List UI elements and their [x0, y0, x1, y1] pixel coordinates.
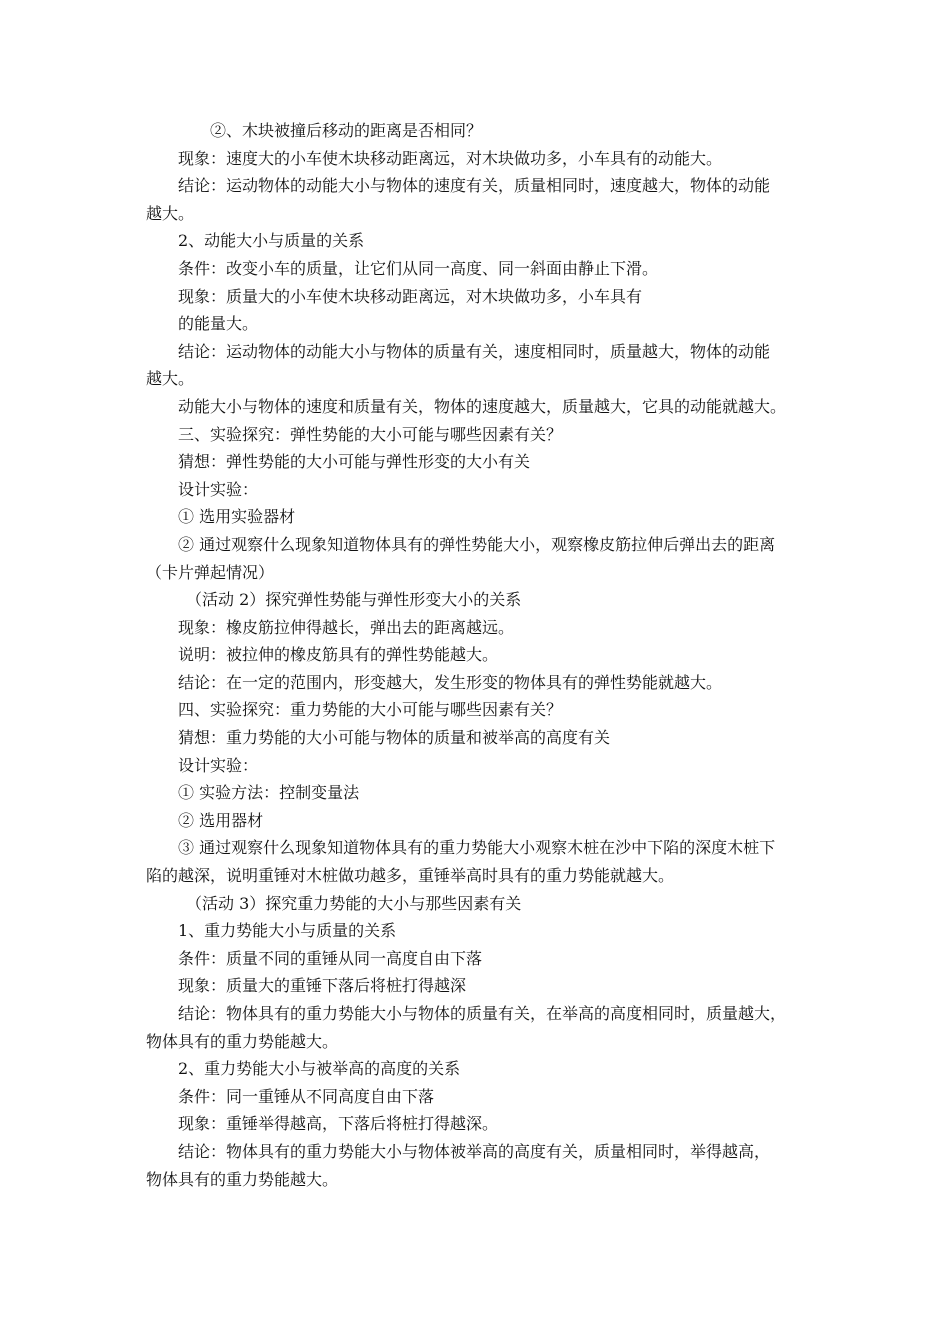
text-line: 条件：改变小车的质量，让它们从同一高度、同一斜面由静止下滑。: [178, 258, 659, 278]
text-line: 2、重力势能大小与被举高的高度的关系: [178, 1059, 461, 1079]
text-line: 物体具有的重力势能越大。: [146, 1031, 339, 1051]
section-heading: 三、实验探究：弹性势能的大小可能与哪些因素有关？: [178, 424, 563, 444]
text-line: 设计实验：: [178, 755, 259, 775]
text-line: 现象：质量大的小车使木块移动距离远，对木块做功多，小车具有: [178, 286, 643, 306]
text-line: 动能大小与物体的速度和质量有关，物体的速度越大，质量越大，它具的动能就越大。: [178, 396, 787, 416]
text-line: （卡片弹起情况）: [146, 562, 275, 582]
text-line: 说明：被拉伸的橡皮筋具有的弹性势能越大。: [178, 645, 499, 665]
document-body: [146, 117, 806, 1193]
text-line: 结论：物体具有的重力势能大小与物体的质量有关，在举高的高度相同时，质量越大，: [178, 1004, 787, 1023]
activity-heading: （活动 3）探究重力势能的大小与那些因素有关: [186, 893, 522, 913]
text-line: 2、动能大小与质量的关系: [178, 231, 365, 251]
text-line: 条件：同一重锤从不同高度自由下落: [178, 1086, 435, 1106]
text-line: 结论：运动物体的动能大小与物体的质量有关，速度相同时，质量越大，物体的动能: [178, 341, 771, 361]
activity-heading: （活动 2）探究弹性势能与弹性形变大小的关系: [186, 590, 522, 610]
text-line: 结论：运动物体的动能大小与物体的速度有关，质量相同时，速度越大，物体的动能: [178, 176, 771, 196]
text-line: ② 通过观察什么现象知道物体具有的弹性势能大小，观察橡皮筋拉伸后弹出去的距离: [178, 534, 776, 554]
text-line: ① 实验方法：控制变量法: [178, 783, 360, 803]
text-line: 的能量大。: [178, 314, 259, 334]
text-line: 猜想：弹性势能的大小可能与弹性形变的大小有关: [178, 452, 531, 472]
text-line: 现象：橡皮筋拉伸得越长，弹出去的距离越远。: [178, 617, 515, 637]
text-line: ② 选用器材: [178, 810, 264, 830]
text-line: 陷的越深，说明重锤对木桩做功越多，重锤举高时具有的重力势能就越大。: [146, 866, 675, 886]
text-line: 越大。: [146, 369, 195, 389]
text-line: 现象：速度大的小车使木块移动距离远，对木块做功多，小车具有的动能大。: [178, 148, 723, 168]
text-line: 条件：质量不同的重锤从同一高度自由下落: [178, 948, 483, 968]
text-line: 现象：重锤举得越高，下落后将桩打得越深。: [178, 1114, 499, 1134]
text-line: 越大。: [146, 203, 195, 223]
text-line: 结论：在一定的范围内，形变越大，发生形变的物体具有的弹性势能就越大。: [178, 672, 723, 692]
text-line: 设计实验：: [178, 479, 259, 499]
text-line: ②、木块被撞后移动的距离是否相同？: [210, 121, 483, 140]
text-line: 结论：物体具有的重力势能大小与物体被举高的高度有关，质量相同时，举得越高，: [178, 1141, 771, 1161]
text-line: ① 选用实验器材: [178, 507, 296, 527]
section-heading: 四、实验探究：重力势能的大小可能与哪些因素有关？: [178, 700, 563, 720]
text-line: 物体具有的重力势能越大。: [146, 1169, 339, 1189]
text-line: 1、重力势能大小与质量的关系: [178, 921, 397, 941]
text-line: ③ 通过观察什么现象知道物体具有的重力势能大小观察木桩在沙中下陷的深度木桩下: [178, 838, 776, 858]
text-line: 猜想：重力势能的大小可能与物体的质量和被举高的高度有关: [178, 728, 611, 748]
text-line: 现象：质量大的重锤下落后将桩打得越深: [178, 976, 467, 996]
